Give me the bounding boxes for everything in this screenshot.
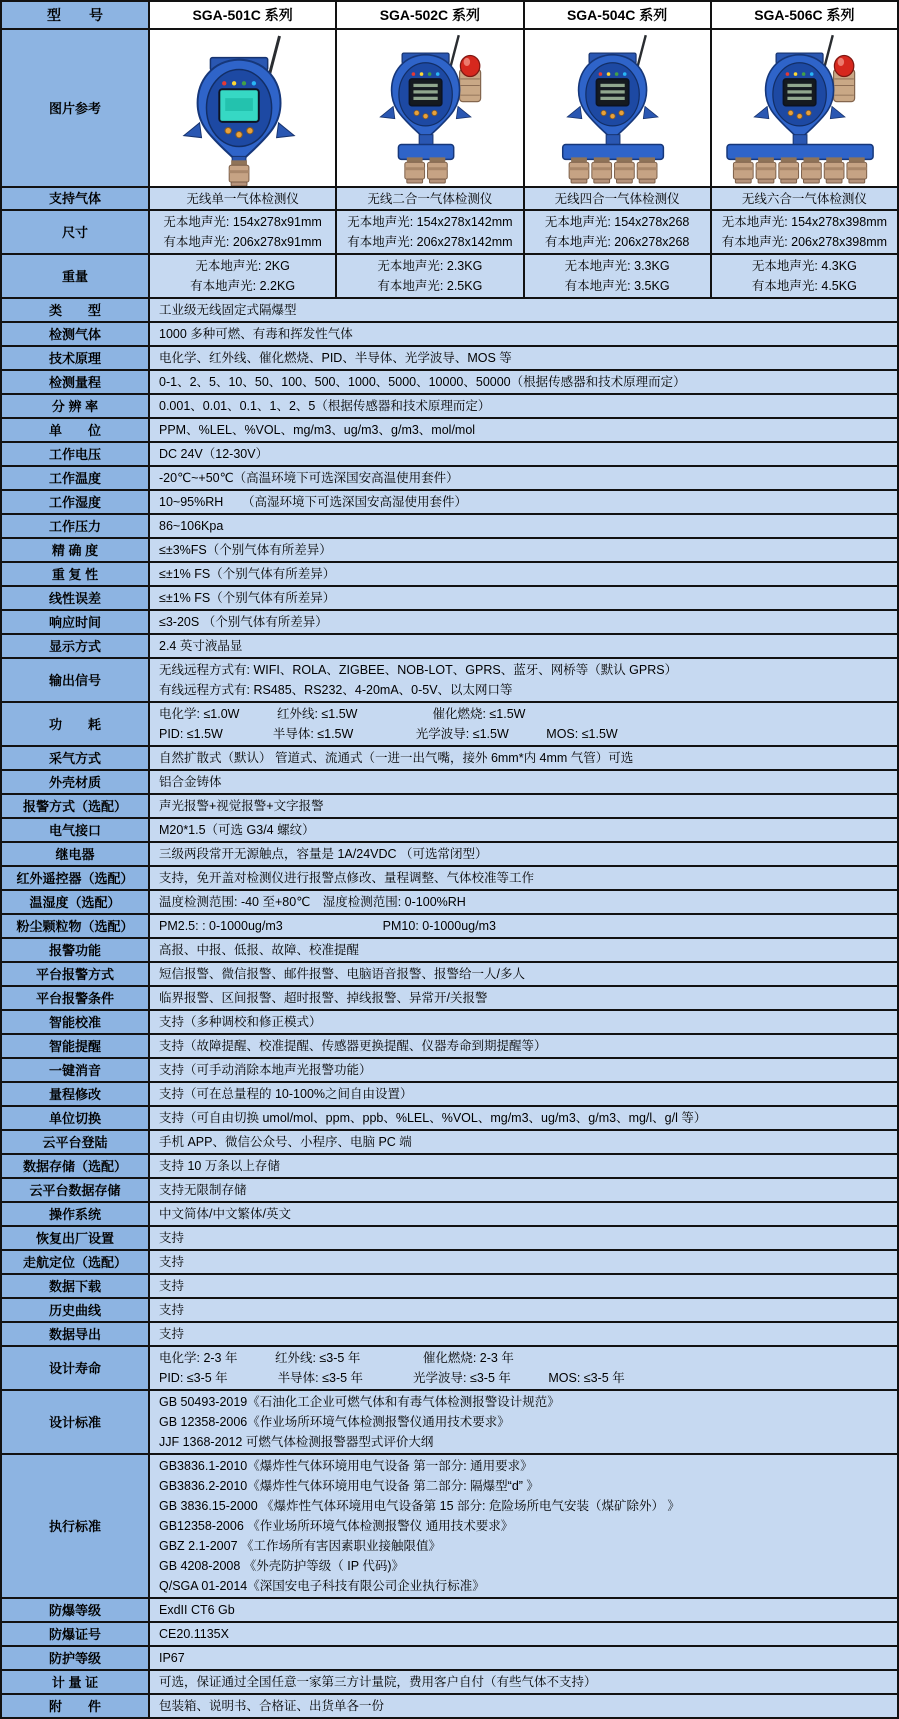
spec-line: ≤3-20S （个别气体有所差异） <box>159 615 328 629</box>
spec-line: M20*1.5（可选 G3/4 螺纹） <box>159 823 315 837</box>
spec-label: 操作系统 <box>2 1203 150 1225</box>
spec-rows-container <box>2 299 897 1719</box>
spec-value <box>150 771 897 793</box>
spec-value <box>150 515 897 537</box>
spec-value <box>150 1179 897 1201</box>
spec-label: 单位切换 <box>2 1107 150 1129</box>
spec-label: 分 辨 率 <box>2 395 150 417</box>
supported-gas-value: 无线单一气体检测仪 <box>186 191 299 206</box>
weight-cell <box>525 255 712 297</box>
spec-row <box>2 1275 897 1299</box>
spec-value <box>150 1299 897 1321</box>
spec-row <box>2 611 897 635</box>
weight-row <box>2 255 897 299</box>
spec-line: 支持无限制存储 <box>159 1183 247 1197</box>
spec-value <box>150 419 897 441</box>
spec-line: 温度检测范围: -40 至+80℃ 湿度检测范围: 0-100%RH <box>159 895 466 909</box>
spec-line: GB3836.2-2010《爆炸性气体环境用电气设备 第二部分: 隔爆型“d” 》 <box>159 1479 539 1493</box>
spec-row <box>2 1599 897 1623</box>
spec-line: GB3836.1-2010《爆炸性气体环境用电气设备 第一部分: 通用要求》 <box>159 1459 533 1473</box>
spec-line: ≤±1% FS（个别气体有所差异） <box>159 591 336 605</box>
header-model-sga-504c <box>525 2 712 28</box>
spec-value <box>150 1323 897 1345</box>
spec-line: 中文简体/中文繁体/英文 <box>159 1207 291 1221</box>
spec-row <box>2 1323 897 1347</box>
spec-row <box>2 539 897 563</box>
spec-row <box>2 939 897 963</box>
product-photo-sga-502c <box>337 30 524 186</box>
spec-value <box>150 1251 897 1273</box>
spec-label: 执行标准 <box>2 1455 150 1597</box>
spec-value <box>150 703 897 745</box>
spec-line: 支持 10 万条以上存储 <box>159 1159 280 1173</box>
spec-row <box>2 747 897 771</box>
spec-label: 一键消音 <box>2 1059 150 1081</box>
spec-label: 电气接口 <box>2 819 150 841</box>
product-photo-sga-506c <box>712 30 897 186</box>
model-name: SGA-502C 系列 <box>379 7 481 23</box>
spec-row <box>2 491 897 515</box>
spec-label: 量程修改 <box>2 1083 150 1105</box>
weight-value: 无本地声光: 3.3KG <box>564 259 670 273</box>
spec-value <box>150 1035 897 1057</box>
spec-label: 云平台数据存储 <box>2 1179 150 1201</box>
spec-label: 重 复 性 <box>2 563 150 585</box>
spec-line: GB 50493-2019《石油化工企业可燃气体和有毒气体检测报警设计规范》 <box>159 1395 560 1409</box>
spec-row <box>2 1179 897 1203</box>
spec-line: GB 3836.15-2000 《爆炸性气体环境用电气设备第 15 部分: 危险场所电气安装（煤矿除外） 》 <box>159 1499 680 1513</box>
spec-row <box>2 1647 897 1671</box>
spec-value <box>150 1647 897 1669</box>
spec-label: 云平台登陆 <box>2 1131 150 1153</box>
gas-detector-image <box>338 32 522 186</box>
spec-row <box>2 395 897 419</box>
table-header-row <box>2 2 897 30</box>
weight-value: 无本地声光: 2.3KG <box>377 259 483 273</box>
spec-label: 智能提醒 <box>2 1035 150 1057</box>
spec-label: 工作温度 <box>2 467 150 489</box>
spec-line: 铝合金铸体 <box>159 775 222 789</box>
weight-value: 无本地声光: 4.3KG <box>751 259 857 273</box>
spec-line: 临界报警、区间报警、超时报警、掉线报警、异常开/关报警 <box>159 991 488 1005</box>
supported-gas-cell <box>337 188 524 209</box>
spec-value <box>150 1599 897 1621</box>
supported-gas-value: 无线六合一气体检测仪 <box>741 191 867 206</box>
spec-value <box>150 747 897 769</box>
spec-row <box>2 1227 897 1251</box>
spec-value <box>150 1391 897 1453</box>
spec-value <box>150 563 897 585</box>
spec-label: 平台报警方式 <box>2 963 150 985</box>
spec-value <box>150 635 897 657</box>
spec-row <box>2 1347 897 1391</box>
size-row <box>2 211 897 255</box>
spec-line: JJF 1368-2012 可燃气体检测报警器型式评价大纲 <box>159 1435 434 1449</box>
spec-value <box>150 867 897 889</box>
spec-value <box>150 611 897 633</box>
spec-line: 支持 <box>159 1255 185 1269</box>
spec-line: PID: ≤1.5W 半导体: ≤1.5W 光学波导: ≤1.5W MOS: ≤1.5W <box>159 727 618 741</box>
spec-value <box>150 371 897 393</box>
spec-line: 无线远程方式有: WIFI、ROLA、ZIGBEE、NOB-LOT、GPRS、蓝牙、网桥等（默认 GPRS） <box>159 663 678 677</box>
size-cell <box>525 211 712 253</box>
spec-value <box>150 1011 897 1033</box>
spec-row <box>2 1011 897 1035</box>
spec-line: 2.4 英寸液晶显 <box>159 639 243 653</box>
spec-label: 采气方式 <box>2 747 150 769</box>
spec-value <box>150 1131 897 1153</box>
spec-row <box>2 1155 897 1179</box>
size-value: 无本地声光: 154x278x268 <box>544 215 690 229</box>
spec-line: ≤±3%FS（个别气体有所差异） <box>159 543 332 557</box>
spec-label: 报警功能 <box>2 939 150 961</box>
spec-row <box>2 1299 897 1323</box>
spec-line: 支持（可自由切换 umol/mol、ppm、ppb、%LEL、%VOL、mg/m3、ug/m3、g/m3、mg/l、g/l 等） <box>159 1111 707 1125</box>
spec-label: 温湿度（选配） <box>2 891 150 913</box>
spec-row <box>2 323 897 347</box>
size-cell <box>150 211 337 253</box>
spec-line: PPM、%LEL、%VOL、mg/m3、ug/m3、g/m3、mol/mol <box>159 423 476 437</box>
spec-line: 支持 <box>159 1231 185 1245</box>
spec-row <box>2 1695 897 1719</box>
header-model-cells <box>150 2 897 28</box>
spec-label: 平台报警条件 <box>2 987 150 1009</box>
size-value: 无本地声光: 154x278x398mm <box>721 215 888 229</box>
spec-line: PM2.5: : 0-1000ug/m3 PM10: 0-1000ug/m3 <box>159 919 496 933</box>
supported-gas-cell <box>150 188 337 209</box>
spec-value <box>150 491 897 513</box>
spec-label: 工作湿度 <box>2 491 150 513</box>
header-model-sga-506c <box>712 2 897 28</box>
spec-line: CE20.1135X <box>159 1627 229 1641</box>
size-value: 无本地声光: 154x278x142mm <box>347 215 513 229</box>
spec-line: ≤±1% FS（个别气体有所差异） <box>159 567 336 581</box>
spec-value <box>150 987 897 1009</box>
gas-detector-image <box>712 32 896 186</box>
spec-line: 支持（故障提醒、校准提醒、传感器更换提醒、仪器寿命到期提醒等） <box>159 1039 547 1053</box>
product-photo-sga-501c <box>150 30 337 186</box>
spec-row <box>2 515 897 539</box>
spec-label: 历史曲线 <box>2 1299 150 1321</box>
spec-row <box>2 1391 897 1455</box>
weight-cell <box>337 255 524 297</box>
spec-label: 技术原理 <box>2 347 150 369</box>
spec-label: 数据下载 <box>2 1275 150 1297</box>
spec-label: 响应时间 <box>2 611 150 633</box>
spec-value <box>150 1455 897 1597</box>
supported-gas-value: 无线二合一气体检测仪 <box>367 191 493 206</box>
product-photo-sga-504c <box>525 30 712 186</box>
spec-label: 数据导出 <box>2 1323 150 1345</box>
spec-label: 工作压力 <box>2 515 150 537</box>
photo-row-label: 图片参考 <box>2 30 150 186</box>
size-cell <box>712 211 897 253</box>
spec-line: 电化学: ≤1.0W 红外线: ≤1.5W 催化燃烧: ≤1.5W <box>159 707 526 721</box>
spec-label: 检测量程 <box>2 371 150 393</box>
spec-value <box>150 395 897 417</box>
spec-line: 声光报警+视觉报警+文字报警 <box>159 799 324 813</box>
spec-label: 单 位 <box>2 419 150 441</box>
spec-label: 设计标准 <box>2 1391 150 1453</box>
spec-label: 恢复出厂设置 <box>2 1227 150 1249</box>
header-model-label: 型 号 <box>2 2 150 28</box>
spec-row <box>2 819 897 843</box>
spec-line: GB 4208-2008 《外壳防护等级（ IP 代码)》 <box>159 1559 404 1573</box>
spec-value <box>150 1059 897 1081</box>
spec-line: 支持，免开盖对检测仪进行报警点修改、量程调整、气体校准等工作 <box>159 871 535 885</box>
spec-value <box>150 939 897 961</box>
spec-value <box>150 587 897 609</box>
header-model-sga-502c <box>337 2 524 28</box>
spec-value <box>150 963 897 985</box>
weight-cell <box>712 255 897 297</box>
spec-value <box>150 299 897 321</box>
spec-value <box>150 915 897 937</box>
gas-detector-image <box>525 32 709 186</box>
weight-value: 有本地声光: 2.2KG <box>190 279 296 293</box>
spec-value <box>150 347 897 369</box>
supported-gas-cell <box>712 188 897 209</box>
spec-row <box>2 987 897 1011</box>
spec-label: 附 件 <box>2 1695 150 1717</box>
spec-line: ExdII CT6 Gb <box>159 1603 235 1617</box>
spec-row <box>2 703 897 747</box>
spec-line: 支持 <box>159 1303 185 1317</box>
weight-value: 有本地声光: 2.5KG <box>377 279 483 293</box>
weight-value: 有本地声光: 3.5KG <box>564 279 670 293</box>
spec-label: 类 型 <box>2 299 150 321</box>
spec-row <box>2 1251 897 1275</box>
spec-value <box>150 1107 897 1129</box>
spec-line: 可选，保证通过全国任意一家第三方计量院，费用客户自付（有些气体不支持） <box>159 1675 597 1689</box>
spec-value <box>150 1695 897 1717</box>
spec-row <box>2 1131 897 1155</box>
spec-line: PID: ≤3-5 年 半导体: ≤3-5 年 光学波导: ≤3-5 年 MOS: ≤3-5 年 <box>159 1371 625 1385</box>
spec-line: GB12358-2006 《作业场所环境气体检测报警仪 通用技术要求》 <box>159 1519 514 1533</box>
spec-row <box>2 635 897 659</box>
spec-row <box>2 1455 897 1599</box>
spec-line: 自然扩散式（默认） 管道式、流通式（一进一出气嘴，接外 6mm*内 4mm 气管）可选 <box>159 751 634 765</box>
spec-row <box>2 771 897 795</box>
gas-detector-image <box>151 32 335 186</box>
size-value: 无本地声光: 154x278x91mm <box>163 215 322 229</box>
spec-value <box>150 843 897 865</box>
spec-row <box>2 371 897 395</box>
spec-label: 计 量 证 <box>2 1671 150 1693</box>
spec-line: GB 12358-2006《作业场所环境气体检测报警仪通用技术要求》 <box>159 1415 510 1429</box>
spec-row <box>2 867 897 891</box>
spec-row <box>2 795 897 819</box>
model-name: SGA-501C 系列 <box>192 7 293 23</box>
spec-line: 支持（可手动消除本地声光报警功能） <box>159 1063 372 1077</box>
spec-row <box>2 587 897 611</box>
spec-line: 电化学: 2-3 年 红外线: ≤3-5 年 催化燃烧: 2-3 年 <box>159 1351 514 1365</box>
size-value: 有本地声光: 206x278x91mm <box>163 235 322 249</box>
spec-line: 0.001、0.01、0.1、1、2、5（根据传感器和技术原理而定） <box>159 399 491 413</box>
spec-row <box>2 1059 897 1083</box>
spec-label: 外壳材质 <box>2 771 150 793</box>
spec-line: 1000 多种可燃、有毒和挥发性气体 <box>159 327 353 341</box>
spec-value <box>150 795 897 817</box>
supported-gas-label: 支持气体 <box>2 188 150 209</box>
supported-gas-row <box>2 188 897 211</box>
spec-label: 走航定位（选配） <box>2 1251 150 1273</box>
spec-label: 继电器 <box>2 843 150 865</box>
spec-line: 0-1、2、5、10、50、100、500、1000、5000、10000、50000（根据传感器和技术原理而定） <box>159 375 686 389</box>
spec-row <box>2 915 897 939</box>
spec-line: 手机 APP、微信公众号、小程序、电脑 PC 端 <box>159 1135 412 1149</box>
weight-value: 有本地声光: 4.5KG <box>751 279 857 293</box>
spec-line: 短信报警、微信报警、邮件报警、电脑语音报警、报警给一人/多人 <box>159 967 525 981</box>
spec-line: 有线远程方式有: RS485、RS232、4-20mA、0-5V、以太网口等 <box>159 683 513 697</box>
spec-row <box>2 1035 897 1059</box>
spec-value <box>150 1227 897 1249</box>
spec-line: 电化学、红外线、催化燃烧、PID、半导体、光学波导、MOS 等 <box>159 351 512 365</box>
spec-row <box>2 563 897 587</box>
spec-value <box>150 539 897 561</box>
size-value: 有本地声光: 206x278x142mm <box>347 235 513 249</box>
header-model-sga-501c <box>150 2 337 28</box>
model-name: SGA-506C 系列 <box>754 7 855 23</box>
size-value: 有本地声光: 206x278x398mm <box>721 235 888 249</box>
weight-label: 重量 <box>2 255 150 297</box>
spec-line: 支持（可在总量程的 10-100%之间自由设置） <box>159 1087 413 1101</box>
spec-row <box>2 443 897 467</box>
spec-label: 报警方式（选配） <box>2 795 150 817</box>
spec-value <box>150 1623 897 1645</box>
spec-value <box>150 467 897 489</box>
spec-label: 输出信号 <box>2 659 150 701</box>
spec-line: DC 24V（12-30V） <box>159 447 269 461</box>
spec-line: 三级两段常开无源触点，容量是 1A/24VDC （可选常闭型） <box>159 847 488 861</box>
supported-gas-cell <box>525 188 712 209</box>
spec-row <box>2 659 897 703</box>
spec-line: IP67 <box>159 1651 185 1665</box>
spec-row <box>2 1107 897 1131</box>
spec-row <box>2 843 897 867</box>
size-value: 有本地声光: 206x278x268 <box>544 235 690 249</box>
spec-row <box>2 1671 897 1695</box>
spec-row <box>2 963 897 987</box>
spec-value <box>150 323 897 345</box>
spec-value <box>150 443 897 465</box>
spec-label: 工作电压 <box>2 443 150 465</box>
model-name: SGA-504C 系列 <box>566 7 668 23</box>
spec-label: 线性误差 <box>2 587 150 609</box>
spec-row <box>2 419 897 443</box>
spec-row <box>2 1083 897 1107</box>
spec-row <box>2 347 897 371</box>
spec-line: -20℃~+50℃（高温环境下可选深国安高温使用套件） <box>159 471 459 485</box>
spec-line: 高报、中报、低报、故障、校准提醒 <box>159 943 360 957</box>
spec-line: 包装箱、说明书、合格证、出货单各一份 <box>159 1699 385 1713</box>
spec-label: 检测气体 <box>2 323 150 345</box>
size-cell <box>337 211 524 253</box>
spec-line: 支持（多种调校和修正模式） <box>159 1015 322 1029</box>
spec-row <box>2 299 897 323</box>
spec-value <box>150 891 897 913</box>
photo-row <box>2 30 897 188</box>
weight-value: 无本地声光: 2KG <box>195 259 290 273</box>
spec-label: 防护等级 <box>2 1647 150 1669</box>
weight-cell <box>150 255 337 297</box>
spec-line: 86~106Kpa <box>159 519 224 533</box>
spec-line: 工业级无线固定式隔爆型 <box>159 303 297 317</box>
spec-label: 数据存储（选配） <box>2 1155 150 1177</box>
spec-row <box>2 891 897 915</box>
spec-value <box>150 1083 897 1105</box>
spec-value <box>150 819 897 841</box>
spec-row <box>2 467 897 491</box>
spec-label: 功 耗 <box>2 703 150 745</box>
spec-row <box>2 1203 897 1227</box>
spec-value <box>150 1671 897 1693</box>
spec-label: 红外遥控器（选配） <box>2 867 150 889</box>
supported-gas-value: 无线四合一气体检测仪 <box>554 191 680 206</box>
spec-label: 粉尘颗粒物（选配） <box>2 915 150 937</box>
spec-line: Q/SGA 01-2014《深国安电子科技有限公司企业执行标准》 <box>159 1579 485 1593</box>
spec-line: 支持 <box>159 1279 185 1293</box>
spec-label: 防爆证号 <box>2 1623 150 1645</box>
spec-label: 显示方式 <box>2 635 150 657</box>
spec-line: 10~95%RH （高湿环境下可选深国安高湿使用套件） <box>159 495 468 509</box>
spec-line: 支持 <box>159 1327 185 1341</box>
spec-label: 精 确 度 <box>2 539 150 561</box>
spec-label: 设计寿命 <box>2 1347 150 1389</box>
spec-value <box>150 1275 897 1297</box>
spec-value <box>150 1347 897 1389</box>
spec-line: GBZ 2.1-2007 《工作场所有害因素职业接触限值》 <box>159 1539 441 1553</box>
size-label: 尺寸 <box>2 211 150 253</box>
spec-row <box>2 1623 897 1647</box>
spec-value <box>150 1155 897 1177</box>
spec-value <box>150 659 897 701</box>
spec-label: 防爆等级 <box>2 1599 150 1621</box>
spec-value <box>150 1203 897 1225</box>
spec-label: 智能校准 <box>2 1011 150 1033</box>
